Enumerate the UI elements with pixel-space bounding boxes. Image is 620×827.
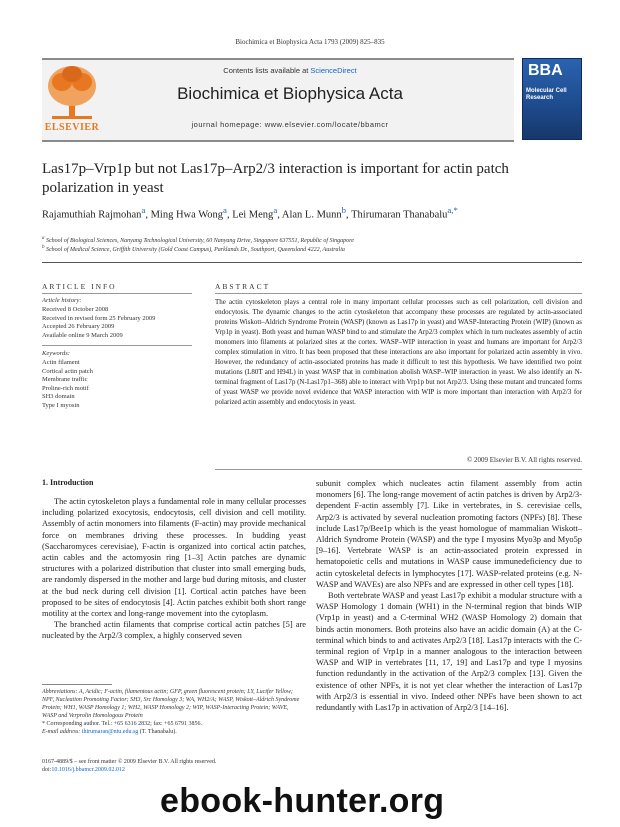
doi-label: doi: — [42, 767, 52, 773]
keyword: SH3 domain — [42, 393, 75, 400]
keyword-list — [42, 359, 202, 410]
affiliation-a — [42, 236, 582, 244]
contents-prefix: Contents lists available at — [223, 66, 311, 75]
email-suffix: (T. Thanabalu). — [138, 729, 177, 735]
email-label: E-mail address: — [42, 729, 82, 735]
author-sup[interactable]: b — [341, 205, 347, 215]
affiliation-sup: a — [42, 236, 45, 241]
keyword: Actin filament — [42, 359, 80, 366]
footnote-rule — [42, 684, 112, 685]
copyright: © 2009 Elsevier B.V. All rights reserved. — [466, 456, 582, 464]
abstract-body: The actin cytoskeleton plays a central role in many important cellular processes such as cell polarization, cell division and endocytosis. The dynamic changes to the actin cytoskeleton that accompany these processes are regulated by actin-associated proteins Wiskott–Aldrich Syndrome Protein (WASP) (known as Las17p in yeast) and WASP-Interacting Protein (WIP) (known as Vrp1p in yeast). Both yeast and human WASP bind to and stimulate the Arp2/3 complex which in turn nucleates assembly of actin monomers into filaments at polarized sites at the cortex. WASP–WIP interaction in yeast and humans are important for Arp2/3 complex stimulation in vitro. It has been proposed that these interactions are also important for polarized actin assembly in vivo. However, the redundancy of actin-associated proteins has made it difficult to test this hypothesis. We have identified two point mutations (L80T and H94L) in yeast WASP that in combination abolish WASP–WIP interaction in yeast. We also identify an N-terminal fragment of Las17p (N-Las17p1–368) able to interact with Vrp1p but not Arp2/3. Using these mutant and truncated forms of yeast WASP we provide novel evidence that WASP interaction with WIP is more important than interaction with Arp2/3 for polarized actin assembly and endocytosis in yeast. — [215, 298, 582, 406]
author-name: Ming Hwa Wong — [150, 209, 224, 221]
paragraph: The branched actin filaments that comprise cortical actin patches [5] are nucleated by the Arp2/3 complex, a highly conserved seven — [42, 620, 306, 641]
keyword: Membrane traffic — [42, 376, 88, 383]
elsevier-wordmark: ELSEVIER — [44, 122, 100, 133]
cover-subtitle: Molecular Cell Research — [526, 88, 567, 101]
history-list — [42, 306, 202, 340]
divider — [42, 262, 582, 263]
author-name: Lei Meng — [232, 209, 274, 221]
article-title: Las17p–Vrp1p but not Las17p–Arp2/3 interaction is important for actin patch polarization in yeast — [42, 161, 509, 196]
divider — [42, 293, 192, 294]
affiliation-text: School of Medical Science, Griffith University (Gold Coast Campus), Parklands Dr., Southport, Queensland 4222, Australia — [46, 247, 345, 253]
affiliation-text: School of Biological Sciences, Nanyang Technological University, 60 Nanyang Drive, Singapore 637551, Republic of Singapore — [46, 238, 354, 244]
article-info-heading: ARTICLE INFO — [42, 282, 117, 291]
right-column — [316, 478, 582, 713]
paragraph: subunit complex which nucleates actin filament assembly from actin monomers [6]. The long-range movement of actin patches is driven by Arp2/3-dependent F-actin assembly [7]. Like in vertebrates, in S. cerevisiae cells, Arp2/3 is activated by several nucleation promoting factors (NPFs) [8]. These include Las17p/Bee1p which is the yeast homologue of mammalian Wiskott–Aldrich Syndrome Protein (WASP) and the type I myosins Myo3p and Myo5p [9–16]. Vertebrate WASP is an actin-associated protein expressed in hematopoietic cells and mutations in WASP cause immunedeficiency due to actin cytoskeletal defects in lymphocytes [17]. WASP-related proteins (e.g. N-WASP and WAVEs) are also NPFs and are expressed in other cell types [18]. — [316, 479, 582, 589]
author-sup[interactable]: a,* — [447, 205, 458, 215]
divider — [215, 293, 582, 294]
corresponding-author: * Corresponding author. Tel.: +65 6316 2832; fax: +65 6791 3856. — [42, 721, 203, 727]
email-link[interactable]: thirumaran@ntu.edu.sg — [81, 729, 139, 735]
left-column — [42, 496, 306, 642]
author-name: Alan L. Munn — [281, 209, 342, 221]
cover-letters: BBA — [528, 62, 563, 79]
watermark: ebook-hunter.org — [160, 782, 445, 820]
divider — [215, 469, 582, 470]
author-sup[interactable]: a — [273, 205, 278, 215]
history-item: Received 8 October 2008 — [42, 306, 109, 313]
running-citation: Biochimica et Biophysica Acta 1793 (2009) 825–835 — [235, 38, 385, 46]
history-item: Received in revised form 25 February 2009 — [42, 314, 156, 322]
author-list: Rajamuthiah Rajmohan$^a$, Ming Hwa Wong$^a$, Lei Meng$^a$, Alan L. Munn$^b$, Thirumaran Thanabalu$^{a,*}$ — [42, 205, 458, 221]
author-name: Thirumaran Thanabalu — [351, 209, 448, 221]
doi-link[interactable]: 10.1016/j.bbamcr.2009.02.012 — [51, 767, 125, 773]
footnotes — [42, 688, 304, 736]
affiliation-sup: b — [42, 245, 45, 250]
issn-line: 0167-4889/$ – see front matter © 2009 Elsevier B.V. All rights reserved. — [42, 759, 217, 765]
email-line — [42, 728, 304, 736]
history-label: Article history: — [42, 297, 82, 304]
section-heading: 1. Introduction — [42, 478, 94, 487]
journal-homepage[interactable]: journal homepage: www.elsevier.com/locate/bbamcr — [191, 120, 389, 129]
journal-title: Biochimica et Biophysica Acta — [177, 84, 403, 103]
divider — [42, 345, 192, 346]
contents-line — [100, 66, 480, 75]
paragraph: The actin cytoskeleton plays a fundamental role in many cellular processes including polarized exocytosis, endocytosis, cell division and cell motility. Assembly of actin monomers into filaments (F-actin) may provide mechanical force on membranes driving these processes. In budding yeast (Saccharomyces cerevisiae), F-actin is organized into cortical actin patches, actin cables and the actomyosin ring [1–3] Actin patches are dynamic structures with a polarized distribution that cluster into small emerging buds, are randomly dispersed in the mother and large bud during mitosis, and cluster at the bud neck during cell division [1]. Cortical actin patches have been proposed to be sites of endocytosis [4]. Actin patches exhibit both short range motility at the cortex and long-range movement into the cytoplasm. — [42, 497, 306, 619]
author-name: Rajamuthiah Rajmohan — [42, 209, 142, 221]
keyword: Proline-rich motif — [42, 384, 89, 392]
doi-line — [42, 766, 304, 774]
publication-info — [42, 758, 304, 774]
abstract-heading: ABSTRACT — [215, 282, 271, 291]
keyword: Type I myosin — [42, 401, 80, 409]
author-sup[interactable]: a — [223, 205, 227, 215]
paragraph: Both vertebrate WASP and yeast Las17p exhibit a modular structure with a WASP Homology 1 domain (WH1) in the N-terminal region that binds WIP (Vrp1p in yeast) and a C-terminal WH2 (WASP Homology 2) domain that binds actin monomers. Both proteins also have an acidic domain (A) at the C-terminal which binds to and activates Arp2/3 [18]. Las17p interacts with the C-terminal region of Vrp1p in a manner analogous to the interaction between WASP and WIP in vertebrates [11, 17, 19] and Las17p and type I myosins function redundantly in the activation of the Arp2/3 complex [13]. Given the existence of other NPFs, it is not yet clear whether the interaction of Las17p with Arp2/3 is essential in vivo. Indeed other NPFs have been shown to act redundantly with Las17p in activation of Arp2/3 [14–16]. — [316, 591, 582, 713]
abbreviations: Abbreviations: A, Acidic; F-actin, filamentous actin; GFP, green fluorescent protein; LY, Lucifer Yellow; NPF, Nucleation Promoting Factor; SH3, Src Homology 3; WA, WH2/A; WASP, Wiskott–Aldrich Syndrome Protein; WH1, WASP Homology 1; WH2, WASP Homology 2; WIP, WASP-Interacting Protein; WAVE, WASP and Verprolin Homologous Protein — [42, 689, 300, 719]
history-item: Available online 9 March 2009 — [42, 331, 123, 339]
sciencedirect-link[interactable]: ScienceDirect — [310, 66, 357, 75]
affiliation-b — [42, 245, 582, 253]
keyword: Cortical actin patch — [42, 367, 93, 375]
keywords-label: Keywords: — [42, 350, 70, 357]
history-item: Accepted 26 February 2009 — [42, 323, 115, 330]
author-sup[interactable]: a — [141, 205, 146, 215]
